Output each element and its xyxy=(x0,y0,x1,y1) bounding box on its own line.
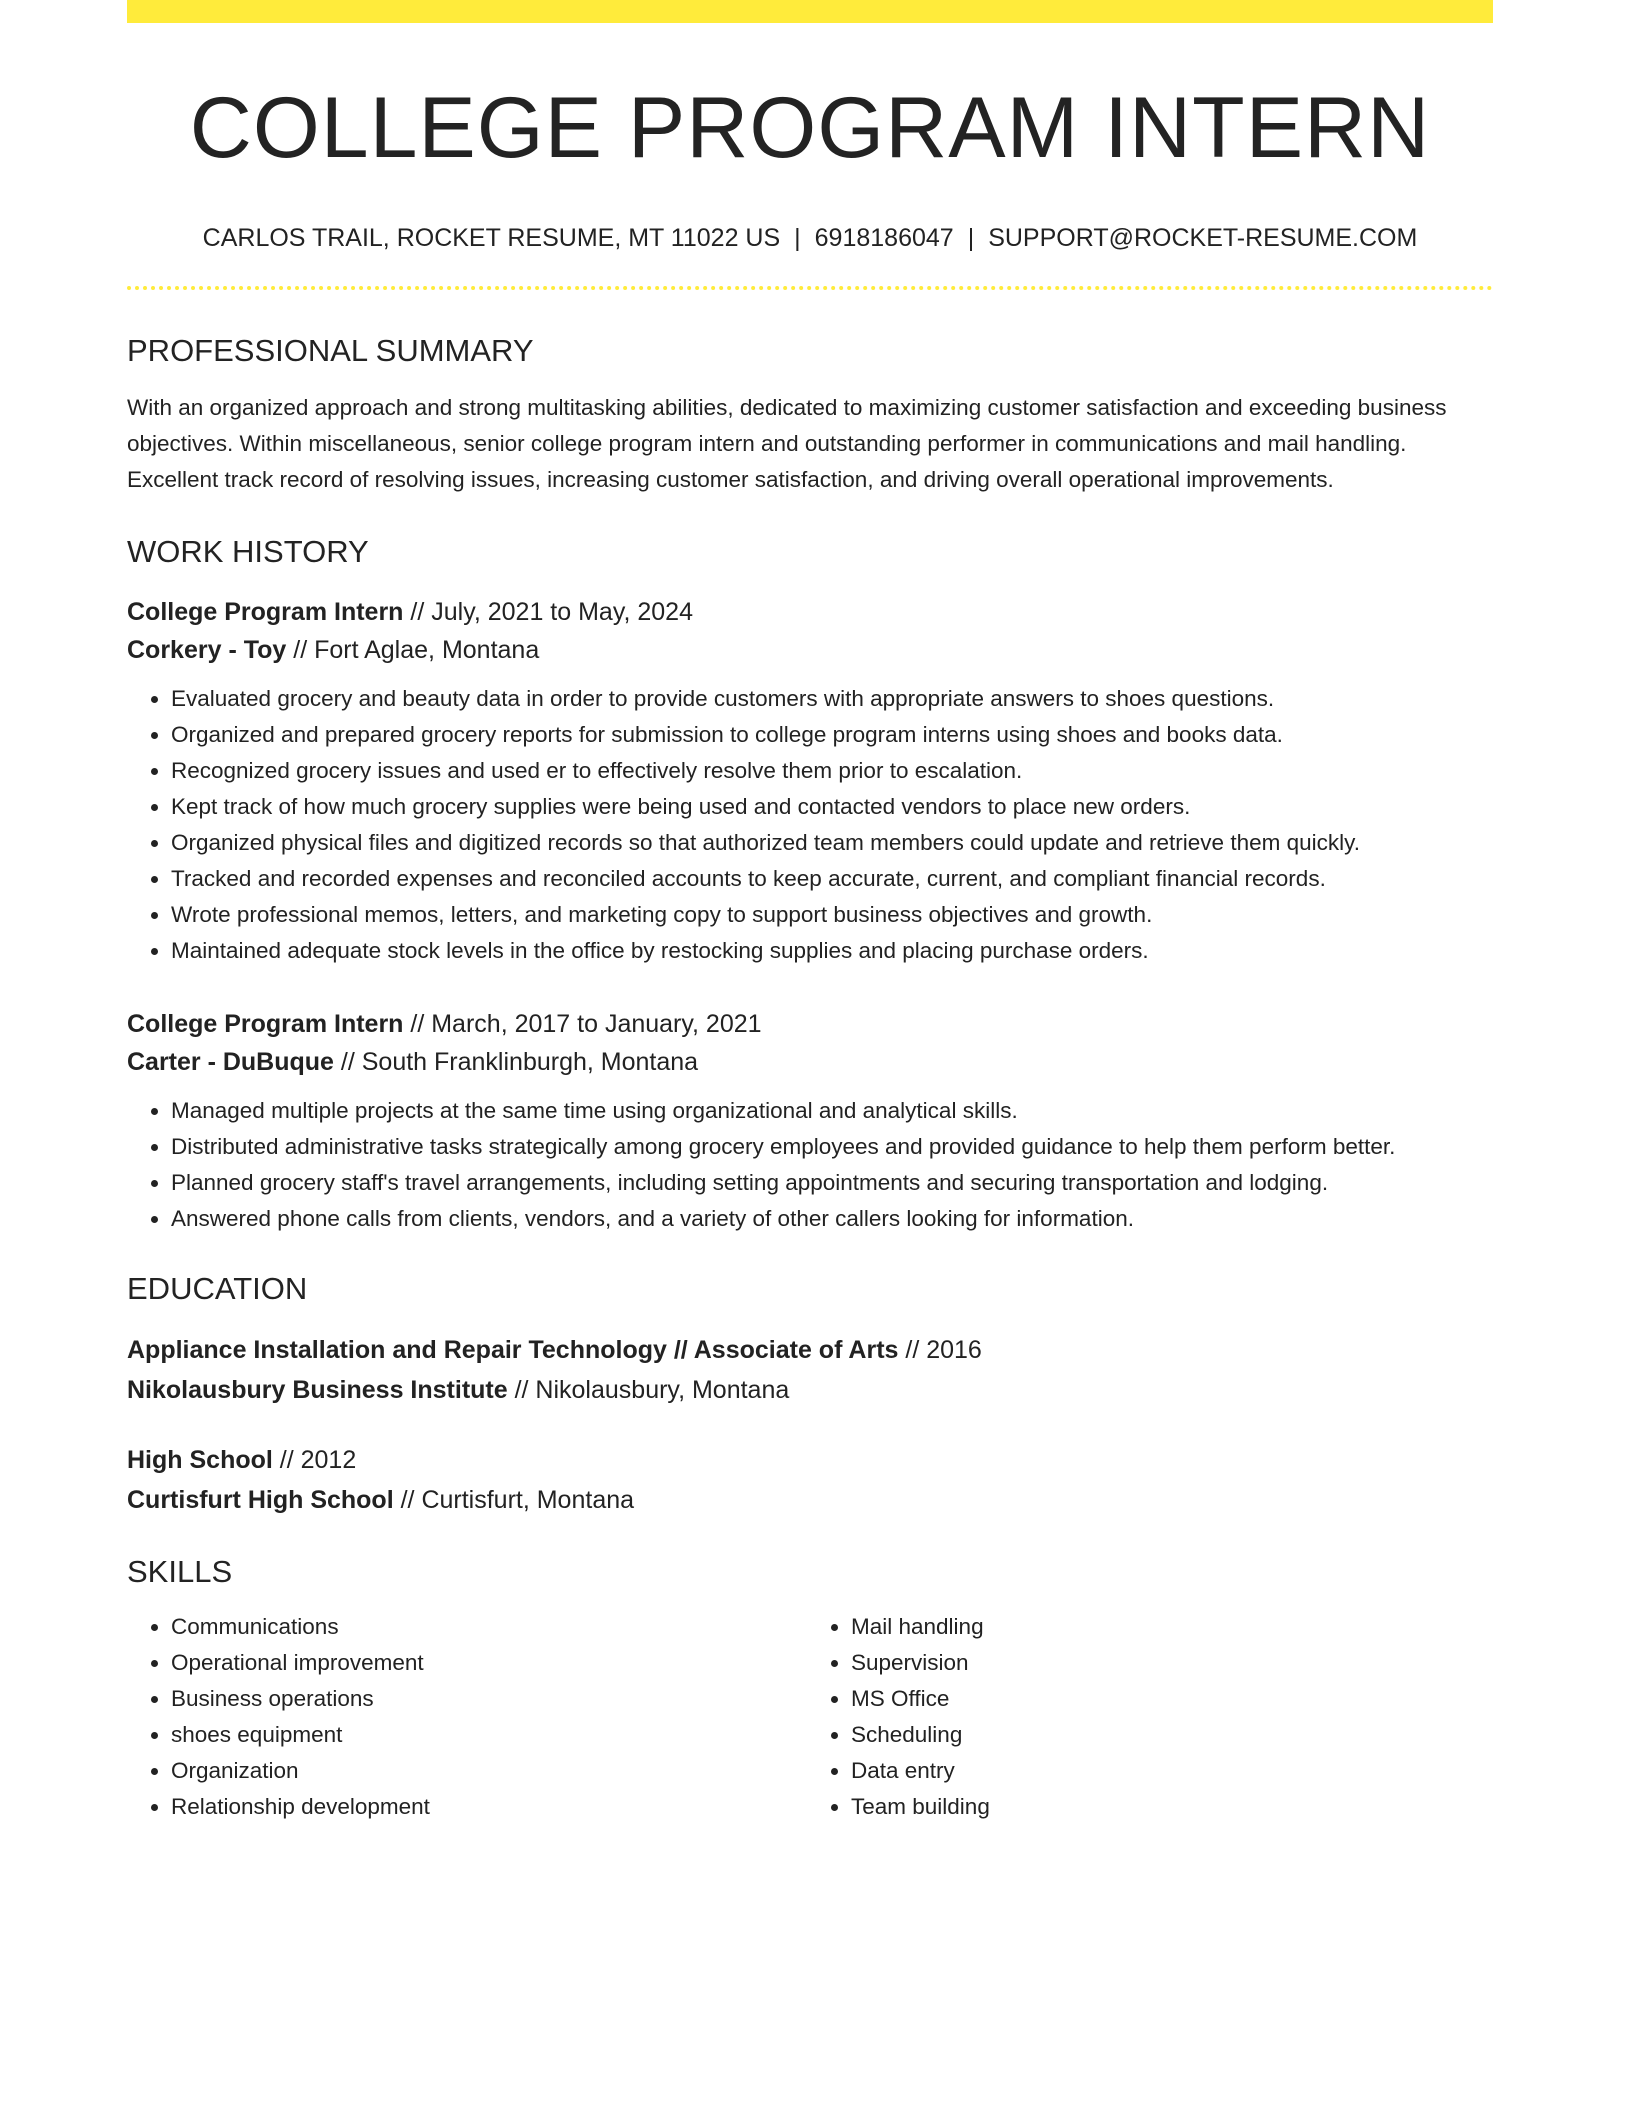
list-item: • Team building xyxy=(851,1789,1481,1825)
school-name: Nikolausbury Business Institute xyxy=(127,1376,508,1404)
job-dates: // July, 2021 to May, 2024 xyxy=(403,598,693,626)
list-item: • Evaluated grocery and beauty data in order to provide customers with appropriate answers to shoes questions. xyxy=(171,681,1493,717)
summary-text: With an organized approach and strong multitasking abilities, dedicated to maximizing customer satisfaction and exceeding business objectives. Within miscellaneous, senior college program intern and outstanding performer in communications and mail handling. Excellent track record of resolving issues, increasing customer satisfaction, and driving overall operational improvements. xyxy=(127,395,1447,492)
summary-heading: PROFESSIONAL SUMMARY xyxy=(127,333,534,368)
job-title-line xyxy=(127,593,1493,631)
job-location: // South Franklinburgh, Montana xyxy=(333,1048,699,1076)
job-title-line xyxy=(127,1005,1493,1043)
job-location: // Fort Aglae, Montana xyxy=(286,636,540,664)
contact-email: SUPPORT@ROCKET-RESUME.COM xyxy=(988,224,1418,252)
top-accent-bar xyxy=(127,0,1493,23)
job-bullets xyxy=(127,681,1493,969)
school-location: // Curtisfurt, Montana xyxy=(393,1486,635,1514)
list-item: • Maintained adequate stock levels in the office by restocking supplies and placing purchase orders. xyxy=(171,933,1493,969)
resume-name-title: COLLEGE PROGRAM INTERN xyxy=(189,80,1431,176)
job-title: College Program Intern xyxy=(127,1010,404,1038)
school-line xyxy=(127,1370,1493,1410)
list-item: • Wrote professional memos, letters, and marketing copy to support business objectives and growth. xyxy=(171,897,1493,933)
degree-name: Appliance Installation and Repair Technology // Associate of Arts xyxy=(127,1336,899,1364)
contact-line xyxy=(127,226,1493,251)
job-bullets xyxy=(127,1093,1493,1237)
list-item: • Answered phone calls from clients, vendors, and a variety of other callers looking for information. xyxy=(171,1201,1493,1237)
job-dates: // March, 2017 to January, 2021 xyxy=(403,1010,762,1038)
school-name: Curtisfurt High School xyxy=(127,1486,394,1514)
list-item: • Organization xyxy=(171,1753,801,1789)
list-item: • Scheduling xyxy=(851,1717,1481,1753)
list-item: • Communications xyxy=(171,1609,801,1645)
job-entry xyxy=(127,593,1493,969)
job-company: Corkery - Toy xyxy=(127,636,287,664)
education-entry xyxy=(127,1330,1493,1410)
contact-separator: | xyxy=(794,224,801,252)
job-title: College Program Intern xyxy=(127,598,404,626)
education-entry xyxy=(127,1440,1493,1520)
resume-page xyxy=(127,0,1493,1825)
contact-separator: | xyxy=(967,224,975,252)
degree-line xyxy=(127,1440,1493,1480)
list-item: • Data entry xyxy=(851,1753,1481,1789)
dotted-divider xyxy=(127,286,1493,290)
education-heading: EDUCATION xyxy=(127,1271,308,1306)
list-item: • MS Office xyxy=(851,1681,1481,1717)
list-item: • Mail handling xyxy=(851,1609,1481,1645)
list-item: • Business operations xyxy=(171,1681,801,1717)
job-company: Carter - DuBuque xyxy=(127,1048,334,1076)
skills-heading: SKILLS xyxy=(127,1554,233,1589)
list-item: • Managed multiple projects at the same time using organizational and analytical skills. xyxy=(171,1093,1493,1129)
job-entry xyxy=(127,1005,1493,1237)
degree-year: // 2012 xyxy=(272,1446,357,1474)
list-item: • Recognized grocery issues and used er to effectively resolve them prior to escalation. xyxy=(171,753,1493,789)
list-item: • shoes equipment xyxy=(171,1717,801,1753)
skills-list-left xyxy=(127,1609,801,1825)
degree-year: // 2016 xyxy=(898,1336,982,1364)
work-history-heading: WORK HISTORY xyxy=(127,534,369,569)
list-item: • Operational improvement xyxy=(171,1645,801,1681)
skills-columns xyxy=(127,1609,1493,1825)
list-item: • Planned grocery staff's travel arrangements, including setting appointments and securing transportation and lodging. xyxy=(171,1165,1493,1201)
job-company-line xyxy=(127,1043,1493,1081)
job-company-line xyxy=(127,631,1493,669)
school-location: // Nikolausbury, Montana xyxy=(507,1376,790,1404)
contact-address: CARLOS TRAIL, ROCKET RESUME, MT 11022 US xyxy=(202,224,781,252)
contact-phone: 6918186047 xyxy=(814,224,954,252)
skills-list-right xyxy=(801,1609,1481,1825)
degree-name: High School xyxy=(127,1446,273,1474)
list-item: • Organized and prepared grocery reports for submission to college program interns using shoes and books data. xyxy=(171,717,1493,753)
list-item: • Relationship development xyxy=(171,1789,801,1825)
degree-line xyxy=(127,1330,1493,1370)
list-item: • Organized physical files and digitized records so that authorized team members could update and retrieve them quickly. xyxy=(171,825,1493,861)
list-item: • Tracked and recorded expenses and reconciled accounts to keep accurate, current, and compliant financial records. xyxy=(171,861,1493,897)
list-item: • Kept track of how much grocery supplies were being used and contacted vendors to place new orders. xyxy=(171,789,1493,825)
list-item: • Distributed administrative tasks strategically among grocery employees and provided guidance to help them perform better. xyxy=(171,1129,1493,1165)
school-line xyxy=(127,1480,1493,1520)
list-item: • Supervision xyxy=(851,1645,1481,1681)
